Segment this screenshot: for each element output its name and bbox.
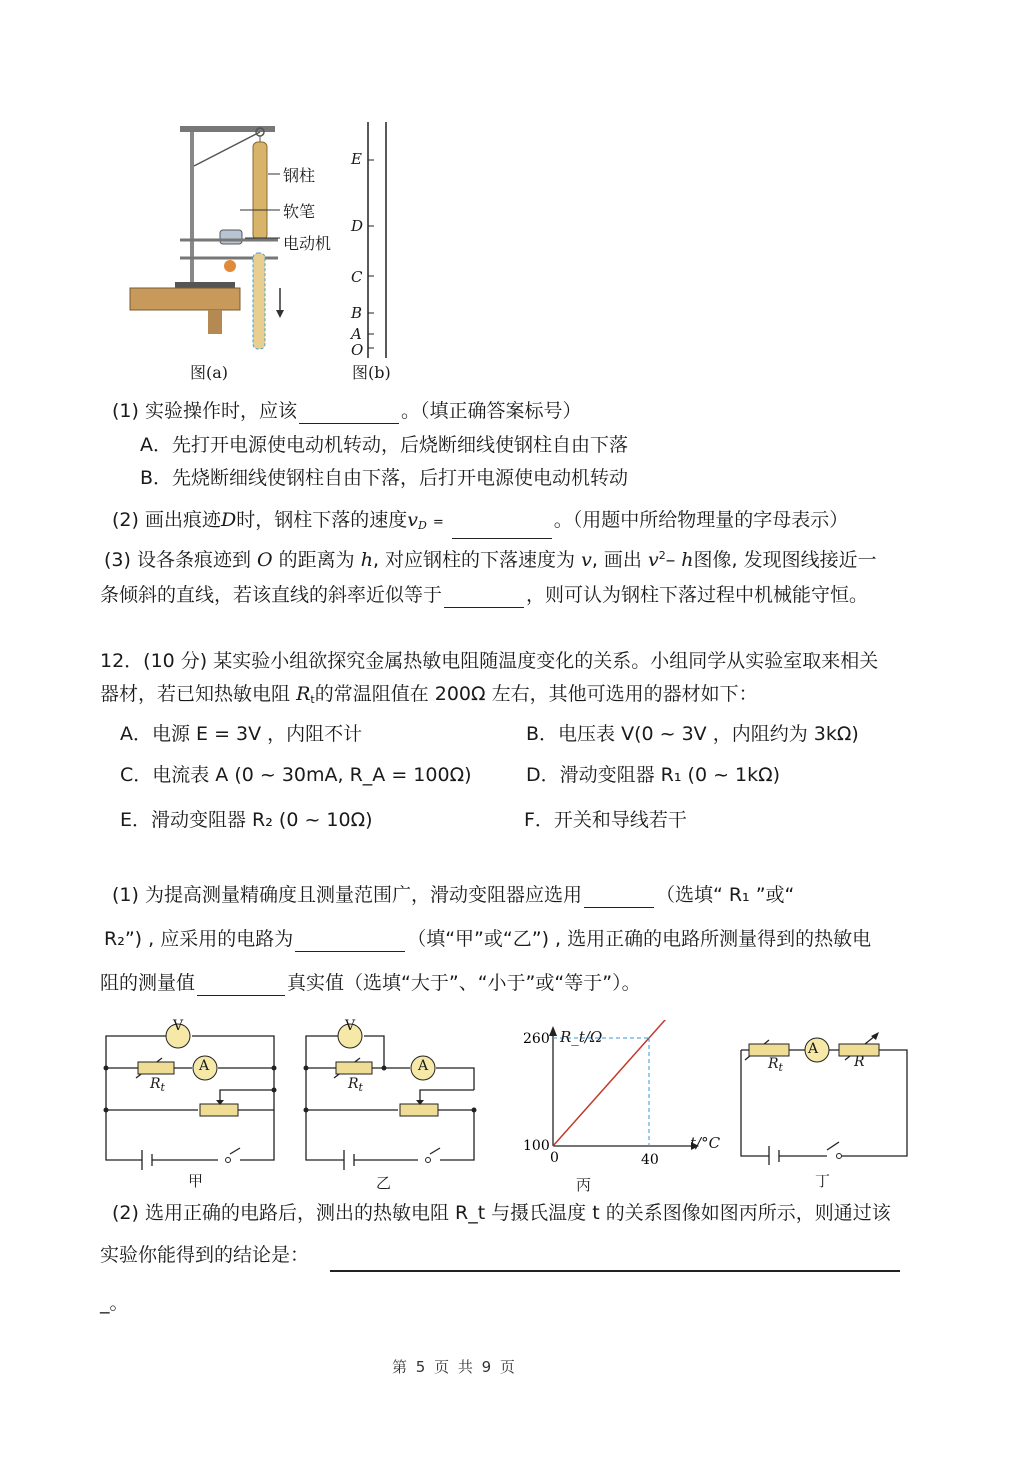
mark-e: E <box>351 150 362 168</box>
caption-fig-a: 图(a) <box>190 363 229 382</box>
equip-e: E．滑动变阻器 R₂ (0 ~ 10Ω) <box>120 809 373 831</box>
figure-b-traces <box>340 118 400 363</box>
mark-c: C <box>351 268 363 286</box>
chart-xtick-0: 0 <box>550 1150 559 1166</box>
q11-part2: (2) 画出痕迹D时，钢柱下落的速度$v_D$ = 。（用题中所给物理量的字母表示） <box>112 507 848 539</box>
chart-xlabel: t/°C <box>690 1134 721 1152</box>
mark-b: B <box>351 304 363 322</box>
q12-part2-line3: _。 <box>100 1292 129 1314</box>
yi-ammeter: A <box>418 1058 429 1074</box>
chart-ytick-100: 100 <box>523 1138 550 1154</box>
circuit-jia <box>100 1012 285 1172</box>
q11-part3-line2: 条倾斜的直线，若该直线的斜率近似等于 ，则可认为钢柱下落过程中机械能守恒。 <box>100 584 869 606</box>
caption-ding: 丁 <box>815 1172 831 1190</box>
circuit-yi <box>300 1012 485 1172</box>
q12-intro-line2: 器材，若已知热敏电阻 $R_t$的常温阻值在 200Ω 左右，其他可选用的器材如下： <box>100 683 758 706</box>
q11-option-b: B．先烧断细线使钢柱自由下落，后打开电源使电动机转动 <box>140 467 629 489</box>
ding-ammeter: A <box>808 1041 819 1057</box>
q11-option-a: A．先打开电源使电动机转动，后烧断细线使钢柱自由下落 <box>140 434 628 456</box>
mark-a: A <box>351 325 362 343</box>
mark-o: O <box>351 341 364 359</box>
equip-c: C．电流表 A (0 ~ 30mA, R_A = 100Ω) <box>120 764 472 786</box>
caption-fig-b: 图(b) <box>352 363 391 382</box>
jia-rt: $R_t$ <box>150 1076 165 1094</box>
yi-voltmeter: V <box>345 1018 356 1034</box>
answer-line <box>330 1270 900 1272</box>
q11-part1: (1) 实验操作时，应该 。（填正确答案标号） <box>112 400 582 422</box>
caption-jia: 甲 <box>188 1172 204 1190</box>
chart-ylabel: R_t/Ω <box>560 1028 603 1046</box>
equip-a: A．电源 E = 3V ，内阻不计 <box>120 723 363 745</box>
jia-ammeter: A <box>199 1058 210 1074</box>
equip-b: B．电压表 V(0 ~ 3V ，内阻约为 3kΩ) <box>526 723 859 745</box>
ding-r: R <box>854 1054 865 1070</box>
q12-part2-line1: (2) 选用正确的电路后，测出的热敏电阻 R_t 与摄氏温度 t 的关系图像如图丙所示，则通过该 <box>112 1202 891 1224</box>
chart-xtick-40: 40 <box>641 1152 659 1168</box>
chart-ytick-260: 260 <box>523 1031 550 1047</box>
q12-part1-line1: (1) 为提高测量精确度且测量范围广，滑动变阻器应选用 （选填“ R₁ ”或“ <box>112 884 795 906</box>
page-footer: 第 5 页 共 9 页 <box>392 1358 517 1376</box>
equip-d: D．滑动变阻器 R₁ (0 ~ 1kΩ) <box>526 764 781 786</box>
circuit-ding <box>735 1030 915 1165</box>
label-steel-column: 钢柱 <box>283 166 316 185</box>
label-soft-pen: 软笔 <box>283 202 316 221</box>
q12-part1-line2: R₂”) , 应采用的电路为 （填“甲”或“乙”) , 选用正确的电路所测量得到的热敏电 <box>104 928 872 950</box>
label-motor: 电动机 <box>283 234 332 253</box>
yi-rt: $R_t$ <box>348 1076 363 1094</box>
jia-voltmeter: V <box>173 1018 184 1034</box>
ding-rt: $R_t$ <box>768 1056 783 1074</box>
q12-part2-line2: 实验你能得到的结论是： <box>100 1244 310 1266</box>
caption-bing: 丙 <box>576 1176 592 1194</box>
equip-f: F．开关和导线若干 <box>524 809 687 831</box>
mark-d: D <box>351 217 364 235</box>
q12-intro-line1: 12．(10 分) 某实验小组欲探究金属热敏电阻随温度变化的关系。小组同学从实验室取来相关 <box>100 650 879 672</box>
q11-part3-line1: (3) 设各条痕迹到 O 的距离为 h, 对应钢柱的下落速度为 v, 画出 $v^2-$ h图像, 发现图线接近一 <box>104 549 877 571</box>
q12-part1-line3: 阻的测量值 真实值（选填“大于”、“小于”或“等于”）。 <box>100 972 641 994</box>
caption-yi: 乙 <box>376 1174 392 1192</box>
